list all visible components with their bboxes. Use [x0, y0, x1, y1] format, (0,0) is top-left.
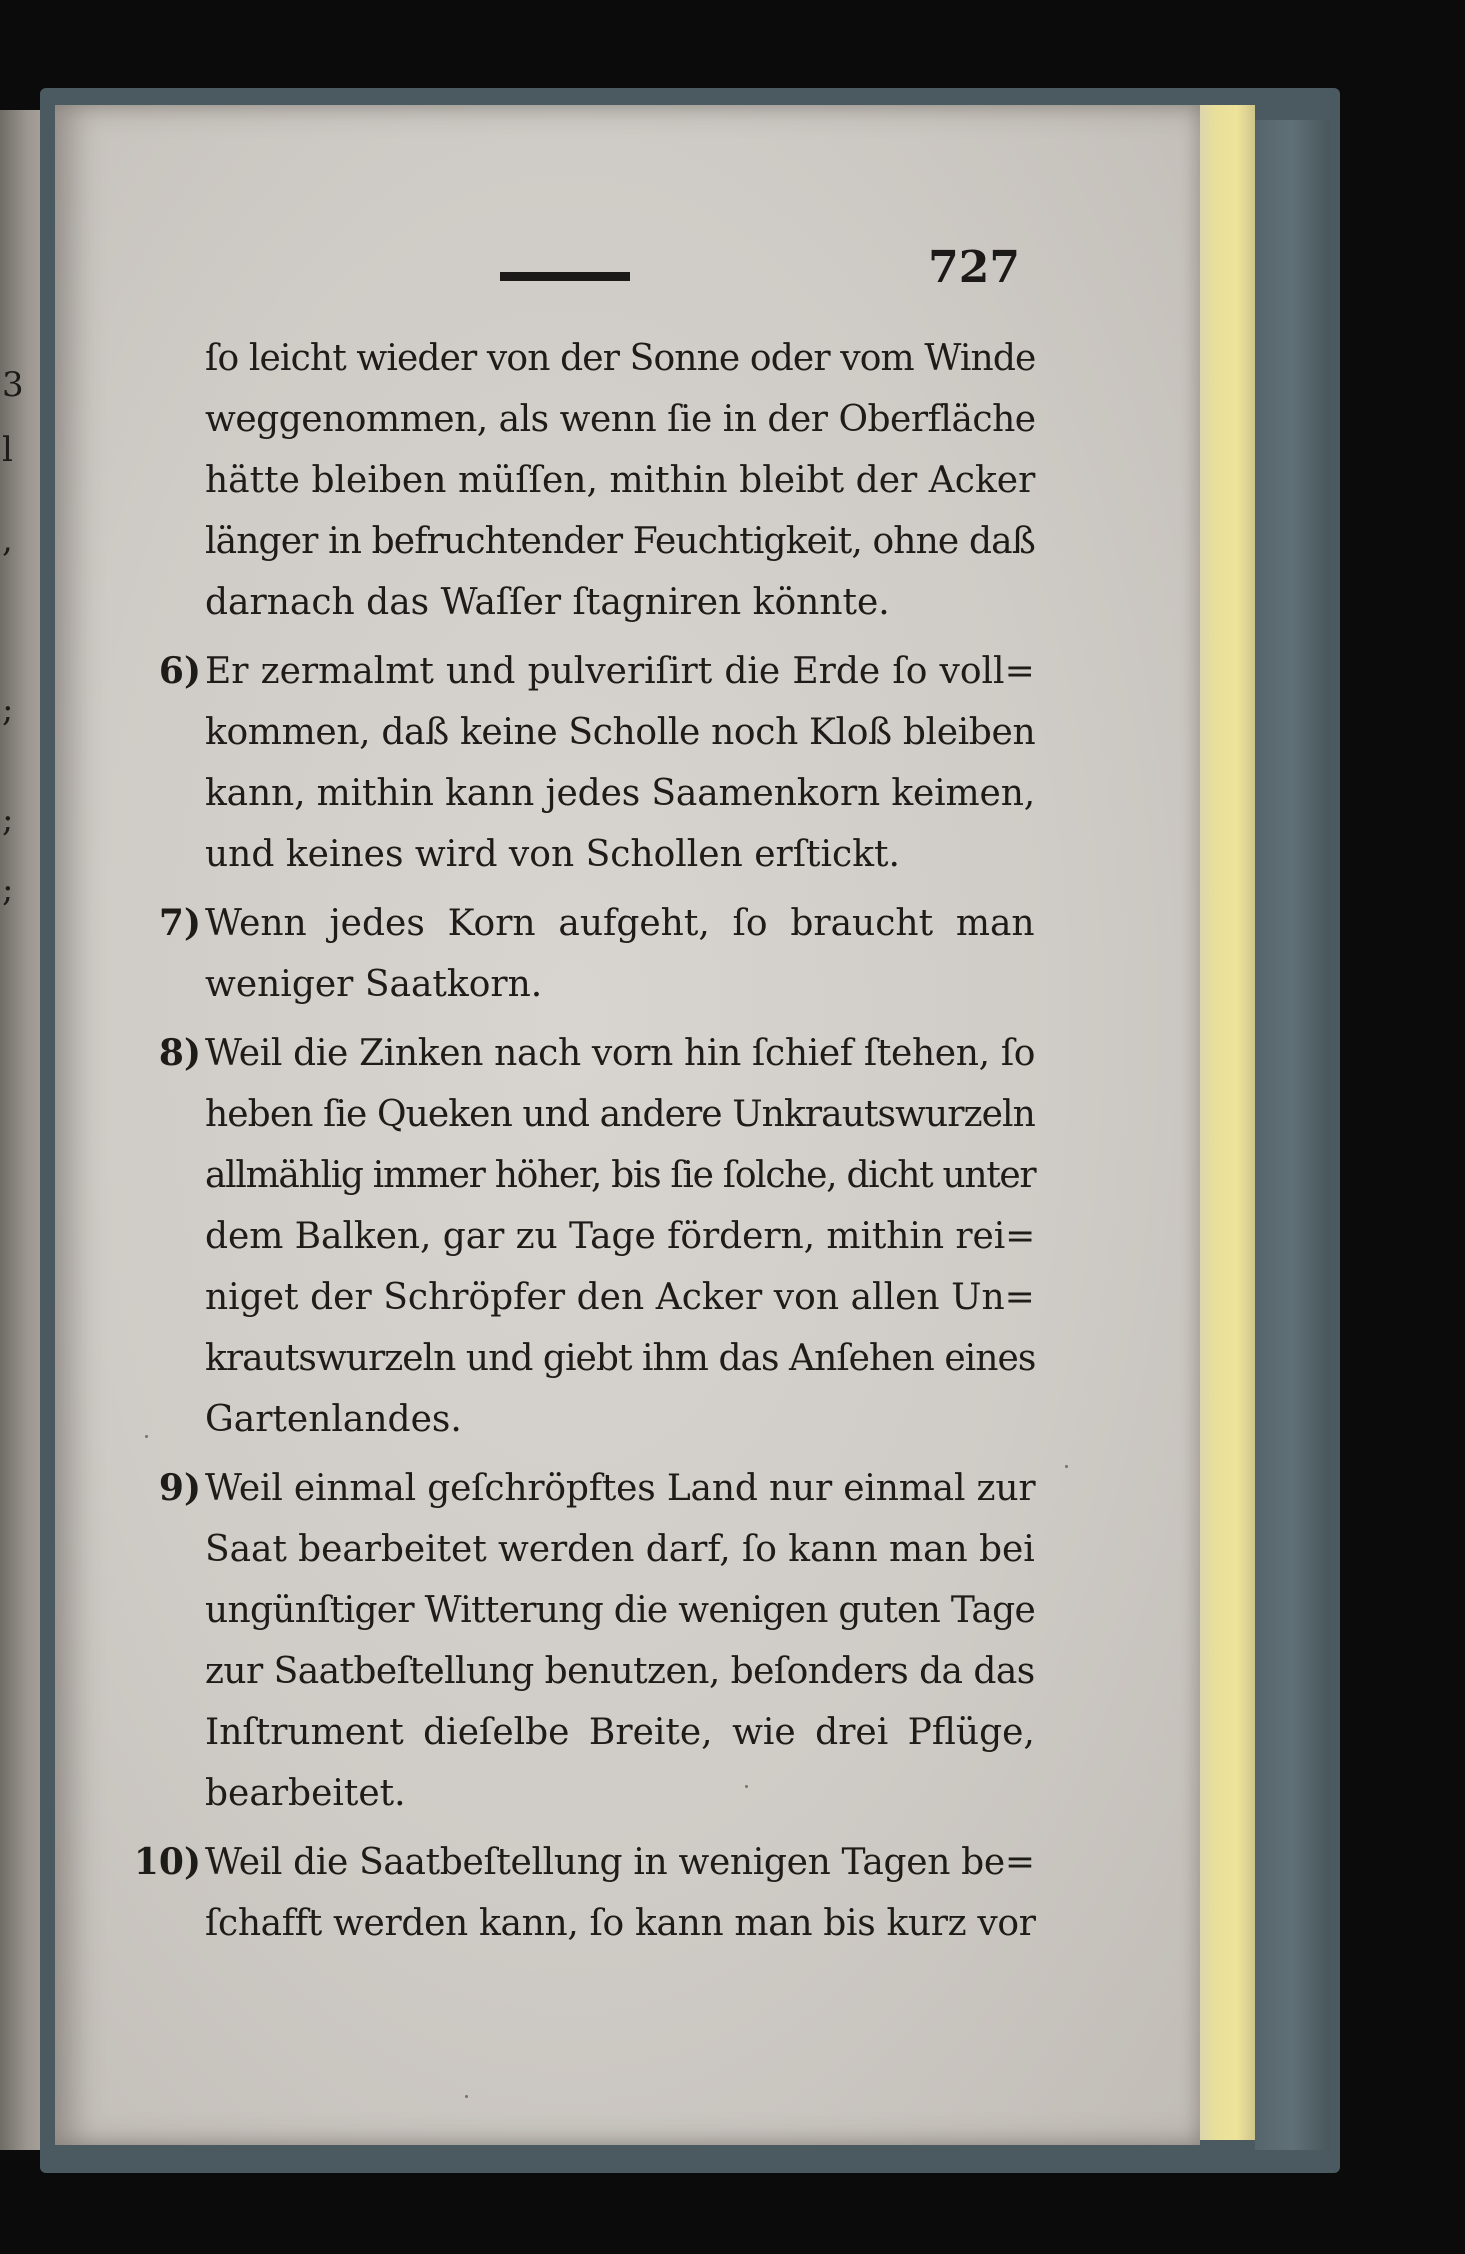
page-number: 727: [928, 242, 1020, 293]
edge-glyph: l: [2, 430, 13, 470]
text-line: zur Saatbeſtellung benutzen, beſonders da das: [205, 1651, 1035, 1692]
text-line: dem Balken, gar zu Tage fördern, mithin rei=: [205, 1216, 1036, 1257]
header-rule: [500, 272, 630, 281]
text-line: kann, mithin kann jedes Saamenkorn keimen,: [205, 773, 1036, 814]
edge-glyph: ,: [2, 520, 13, 560]
paragraph: [158, 1458, 1036, 1824]
book-cover-edge: [1255, 120, 1330, 2150]
paragraph: [158, 1023, 1036, 1450]
body-text: [133, 328, 1036, 1954]
edge-glyph: ;: [2, 800, 14, 840]
text-line: Wenn jedes Korn aufgeht, ſo braucht man: [205, 903, 1035, 944]
running-head: [500, 242, 1020, 300]
paragraph: [205, 328, 1035, 633]
paragraph: [133, 1832, 1036, 1954]
text-line: Weil die Saatbeſtellung in wenigen Tagen be=: [205, 1842, 1035, 1883]
text-line: Saat bearbeitet werden darf, ſo kann man bei: [205, 1529, 1035, 1570]
text-line: allmählig immer höher, bis ſie ſolche, dicht unter: [205, 1155, 1036, 1196]
text-line: ſo leicht wieder von der Sonne oder vom Winde: [205, 338, 1036, 379]
paragraph-number: 6): [158, 650, 201, 692]
text-line: Inſtrument dieſelbe Breite, wie drei Pflüge,: [205, 1712, 1035, 1753]
paragraph-number: 8): [158, 1032, 201, 1074]
text-line: niget der Schröpfer den Acker von allen Un=: [205, 1277, 1035, 1318]
text-line: Er zermalmt und pulveriſirt die Erde ſo voll=: [205, 651, 1035, 692]
paragraph-number: 7): [158, 902, 201, 944]
text-line: ſchafft werden kann, ſo kann man bis kurz vor: [205, 1903, 1036, 1944]
text-line: weggenommen, als wenn ſie in der Oberfläche: [205, 399, 1036, 440]
text-line: ungünſtiger Witterung die wenigen guten Tage: [205, 1590, 1036, 1631]
text-line: und keines wird von Schollen erſtickt.: [205, 834, 900, 875]
text-line: Weil einmal geſchröpftes Land nur einmal zur: [205, 1468, 1036, 1509]
text-line: bearbeitet.: [205, 1773, 406, 1814]
edge-glyph: ;: [2, 690, 14, 730]
text-line: weniger Saatkorn.: [205, 964, 543, 1005]
edge-glyph: 3: [2, 365, 24, 405]
page-block-edge: [1195, 105, 1255, 2140]
paragraph: [158, 641, 1036, 885]
text-line: kommen, daß keine Scholle noch Kloß bleiben: [205, 712, 1036, 753]
text-line: Weil die Zinken nach vorn hin ſchief ſtehen, ſo: [205, 1033, 1036, 1074]
text-line: darnach das Waſſer ſtagniren könnte.: [205, 582, 890, 623]
text-line: krautswurzeln und giebt ihm das Anſehen eines: [205, 1338, 1036, 1379]
text-line: hätte bleiben müſſen, mithin bleibt der Acker: [205, 460, 1036, 501]
edge-glyph: ;: [2, 870, 14, 910]
paragraph-number: 10): [133, 1841, 201, 1883]
text-line: Gartenlandes.: [205, 1399, 462, 1440]
paragraph-number: 9): [158, 1467, 201, 1509]
text-line: länger in befruchtender Feuchtigkeit, ohne daß: [205, 521, 1035, 562]
text-line: heben ſie Queken und andere Unkrautswurzeln: [205, 1094, 1035, 1135]
paragraph: [158, 893, 1035, 1015]
